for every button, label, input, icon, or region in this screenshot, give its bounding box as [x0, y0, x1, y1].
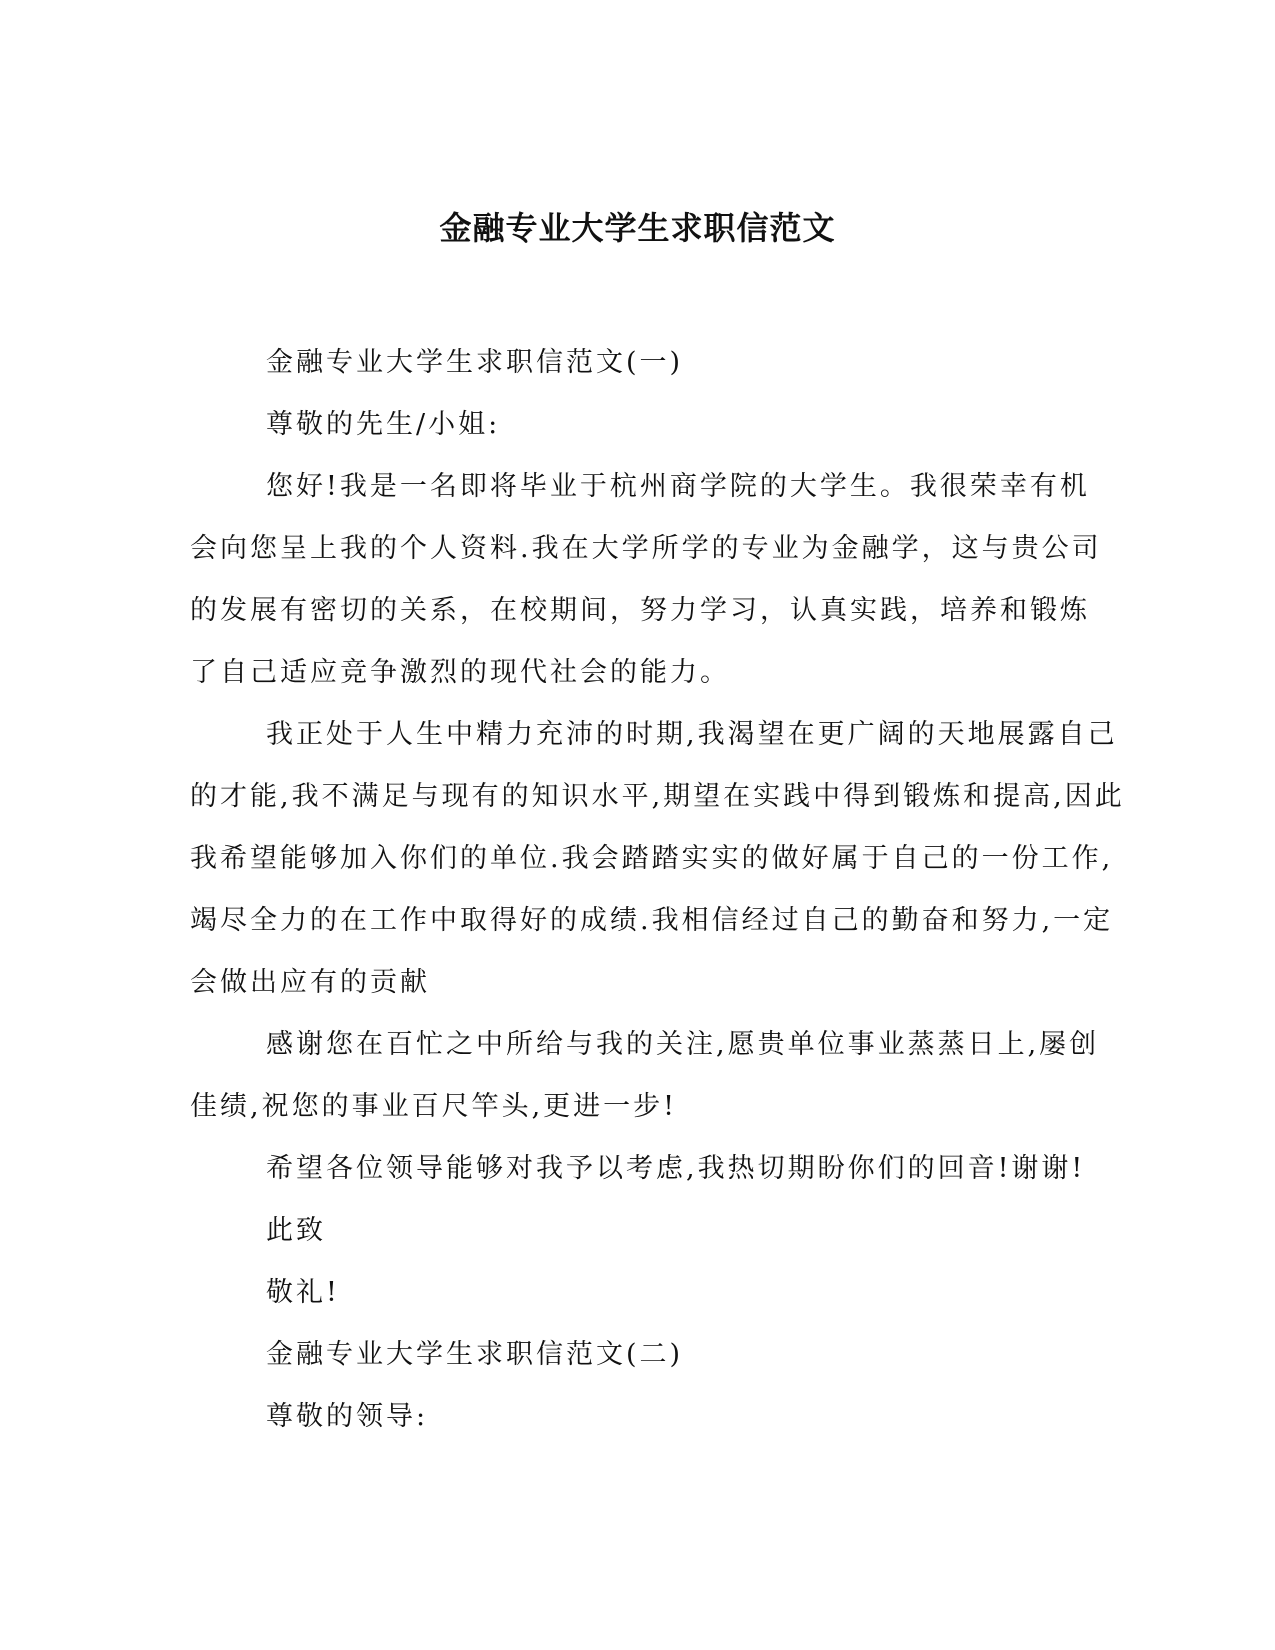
text-line: 金融专业大学生求职信范文(二): [266, 1339, 684, 1370]
paragraph-intro: [190, 456, 1102, 704]
text-line: 尊敬的先生/小姐:: [266, 409, 501, 440]
section-heading-2: [190, 1324, 1085, 1386]
document-body: [190, 332, 1125, 1448]
text-line: 的发展有密切的关系，在校期间，努力学习，认真实践，培养和锻炼: [190, 595, 1090, 626]
closing-cizhi: [190, 1200, 1085, 1262]
paragraph-thanks: [190, 1014, 1100, 1138]
text-line: 我希望能够加入你们的单位.我会踏踏实实的做好属于自己的一份工作,: [190, 843, 1114, 874]
salutation-1: [190, 394, 1085, 456]
text-line: 竭尽全力的在工作中取得好的成绩.我相信经过自己的勤奋和努力,一定: [190, 905, 1114, 936]
salutation-2: [190, 1386, 1085, 1448]
text-line: 尊敬的领导:: [266, 1401, 429, 1432]
text-line: 金融专业大学生求职信范文(一): [266, 347, 684, 378]
text-line: 佳绩,祝您的事业百尺竿头,更进一步!: [190, 1091, 678, 1122]
document-title: 金融专业大学生求职信范文: [439, 209, 836, 247]
paragraph-aspiration: [190, 704, 1125, 1014]
closing-jingli: [190, 1262, 1085, 1324]
section-heading-1: [190, 332, 1085, 394]
text-line: 此致: [266, 1215, 326, 1246]
text-line: 希望各位领导能够对我予以考虑,我热切期盼你们的回音!谢谢!: [266, 1153, 1086, 1184]
text-line: 我正处于人生中精力充沛的时期,我渴望在更广阔的天地展露自己: [266, 719, 1118, 750]
text-line: 了自己适应竞争激烈的现代社会的能力。: [190, 657, 730, 688]
text-line: 会向您呈上我的个人资料.我在大学所学的专业为金融学，这与贵公司: [190, 533, 1102, 564]
text-line: 会做出应有的贡献: [190, 967, 430, 998]
paragraph-closing: [190, 1138, 1085, 1200]
text-line: 您好!我是一名即将毕业于杭州商学院的大学生。我很荣幸有机: [266, 471, 1090, 502]
text-line: 敬礼!: [266, 1277, 340, 1308]
text-line: 的才能,我不满足与现有的知识水平,期望在实践中得到锻炼和提高,因此: [190, 781, 1125, 812]
text-line: 感谢您在百忙之中所给与我的关注,愿贵单位事业蒸蒸日上,屡创: [266, 1029, 1100, 1060]
